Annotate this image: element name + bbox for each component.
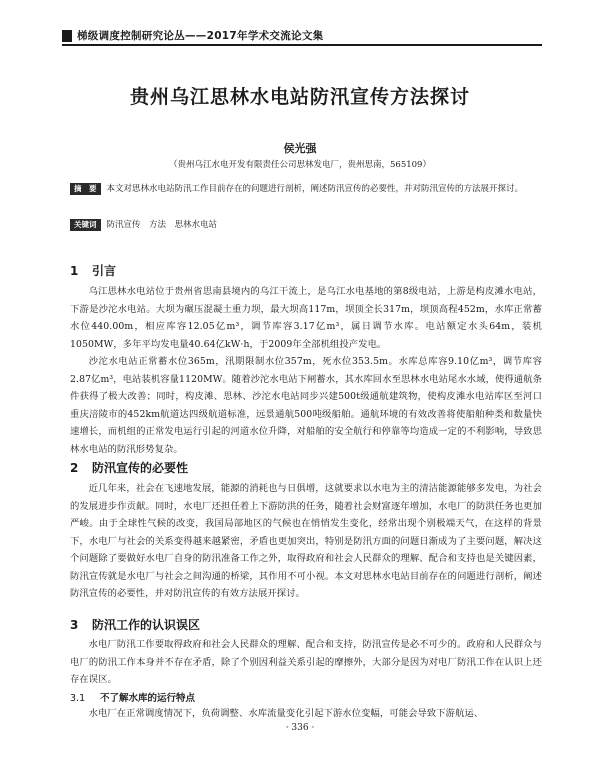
paragraph: 乌江思林水电站位于贵州省思南县境内的乌江干流上，是乌江水电基地的第8级电站，上游是构皮滩水电站，下游是沙沱水电站。大坝为碾压混凝土重力坝，最大坝高117m，坝顶全长317m，坝顶高程452m，水库正常蓄水位440.00m，相应库容12.05亿m³，调节库容3.17亿m³，属日调节水库。电站额定水头64m，装机1050MW，多年平均发电量40.64亿kW·h，于2009年全部机组投产发电。 — [70, 286, 542, 350]
keywords — [70, 218, 542, 233]
section-title: 防汛工作的认识误区 — [92, 618, 201, 632]
section-heading-1 — [70, 262, 116, 279]
subsection-heading-3-1 — [70, 690, 195, 704]
author-affiliation: （贵州乌江水电开发有限责任公司思林发电厂，贵州思南，565109） — [169, 160, 431, 170]
keywords-text: 防汛宣传 方法 思林水电站 — [106, 220, 218, 230]
section-number: 3 — [70, 618, 79, 632]
abstract-label: 摘 要 — [70, 183, 101, 195]
paragraph: 水电厂防汛工作要取得政府和社会人民群众的理解、配合和支持，防汛宣传是必不可少的。政府和人民群众与电厂的防汛工作本身并不存在矛盾，除了个别因利益关系引起的摩擦外，大部分是因为对电厂防汛工作在认识上还存在误区。 — [70, 639, 542, 685]
section-heading-3 — [70, 616, 200, 633]
section-number: 1 — [70, 264, 79, 278]
subsection-number: 3.1 — [70, 693, 86, 704]
paragraph: 水电厂在正常调度情况下，负荷调整、水库流量变化引起下游水位变幅，可能会导致下游航运、 — [88, 708, 484, 719]
running-header — [62, 28, 542, 43]
header-rule — [62, 44, 542, 46]
abstract — [70, 182, 542, 197]
keywords-label: 关键词 — [70, 219, 101, 231]
section-title: 防汛宣传的必要性 — [92, 461, 189, 475]
page-number: · 336 · — [285, 723, 315, 733]
article-title: 贵州乌江思林水电站防汛宣传方法探讨 — [129, 86, 470, 108]
header-block-icon — [62, 30, 72, 42]
paragraph: 沙沱水电站正常蓄水位365m，汛期限制水位357m，死水位353.5m。水库总库容9.10亿m³，调节库容2.87亿m³，电站装机容量1120MW。随着沙沱水电站下闸蓄水，其水库回水至思林水电站尾水水域，使得通航条件获得了极大改善；同时，构皮滩、思林、沙沱水电站同步兴建500t级通航建筑物，使构皮滩水电站库区至河口重庆涪陵市的452km航道达四级航道标准，远景通航500吨级船舶。通航环境的有效改善将使船舶种类和数量快速增长，而机组的正常发电运行引起的河道水位升降，对船舶的安全航行和停靠等均造成一定的不利影响，导致思林水电站的防汛形势复杂。 — [70, 356, 542, 455]
paragraph: 近几年来，社会在飞速地发展，能源的消耗也与日俱增，这就要求以水电为主的清洁能源能够多发电，为社会的发展进步作贡献。同时，水电厂还担任着上下游防洪的任务，随着社会财富逐年增加，水电厂的防洪任务也更加严峻。由于全球性气候的改变，我国局部地区的气候也在悄悄发生变化，经常出现个别极端天气，在这样的背景下，水电厂与社会的关系变得越来越紧密，矛盾也更加突出，特别是防汛方面的问题日渐成为了主要问题，解决这个问题除了要做好水电厂自身的防汛准备工作之外，取得政府和社会人民群众的理解、配合和支持也是关键因素，防汛宣传就是水电厂与社会之间沟通的桥梁，其作用不可小视。本文对思林水电站目前存在的问题进行剖析，阐述防汛宣传的必要性，并对防汛宣传的有效方法展开探讨。 — [70, 483, 542, 599]
section-heading-2 — [70, 459, 188, 476]
running-title: 梯级调度控制研究论丛——2017年学术交流论文集 — [77, 30, 324, 42]
section-title: 引言 — [92, 264, 117, 278]
section-number: 2 — [70, 461, 79, 475]
abstract-text: 本文对思林水电站防汛工作目前存在的问题进行剖析，阐述防汛宣传的必要性，并对防汛宣传的方法展开探讨。 — [106, 184, 524, 194]
author-name: 侯光强 — [283, 142, 317, 155]
subsection-title: 不了解水库的运行特点 — [100, 693, 196, 704]
